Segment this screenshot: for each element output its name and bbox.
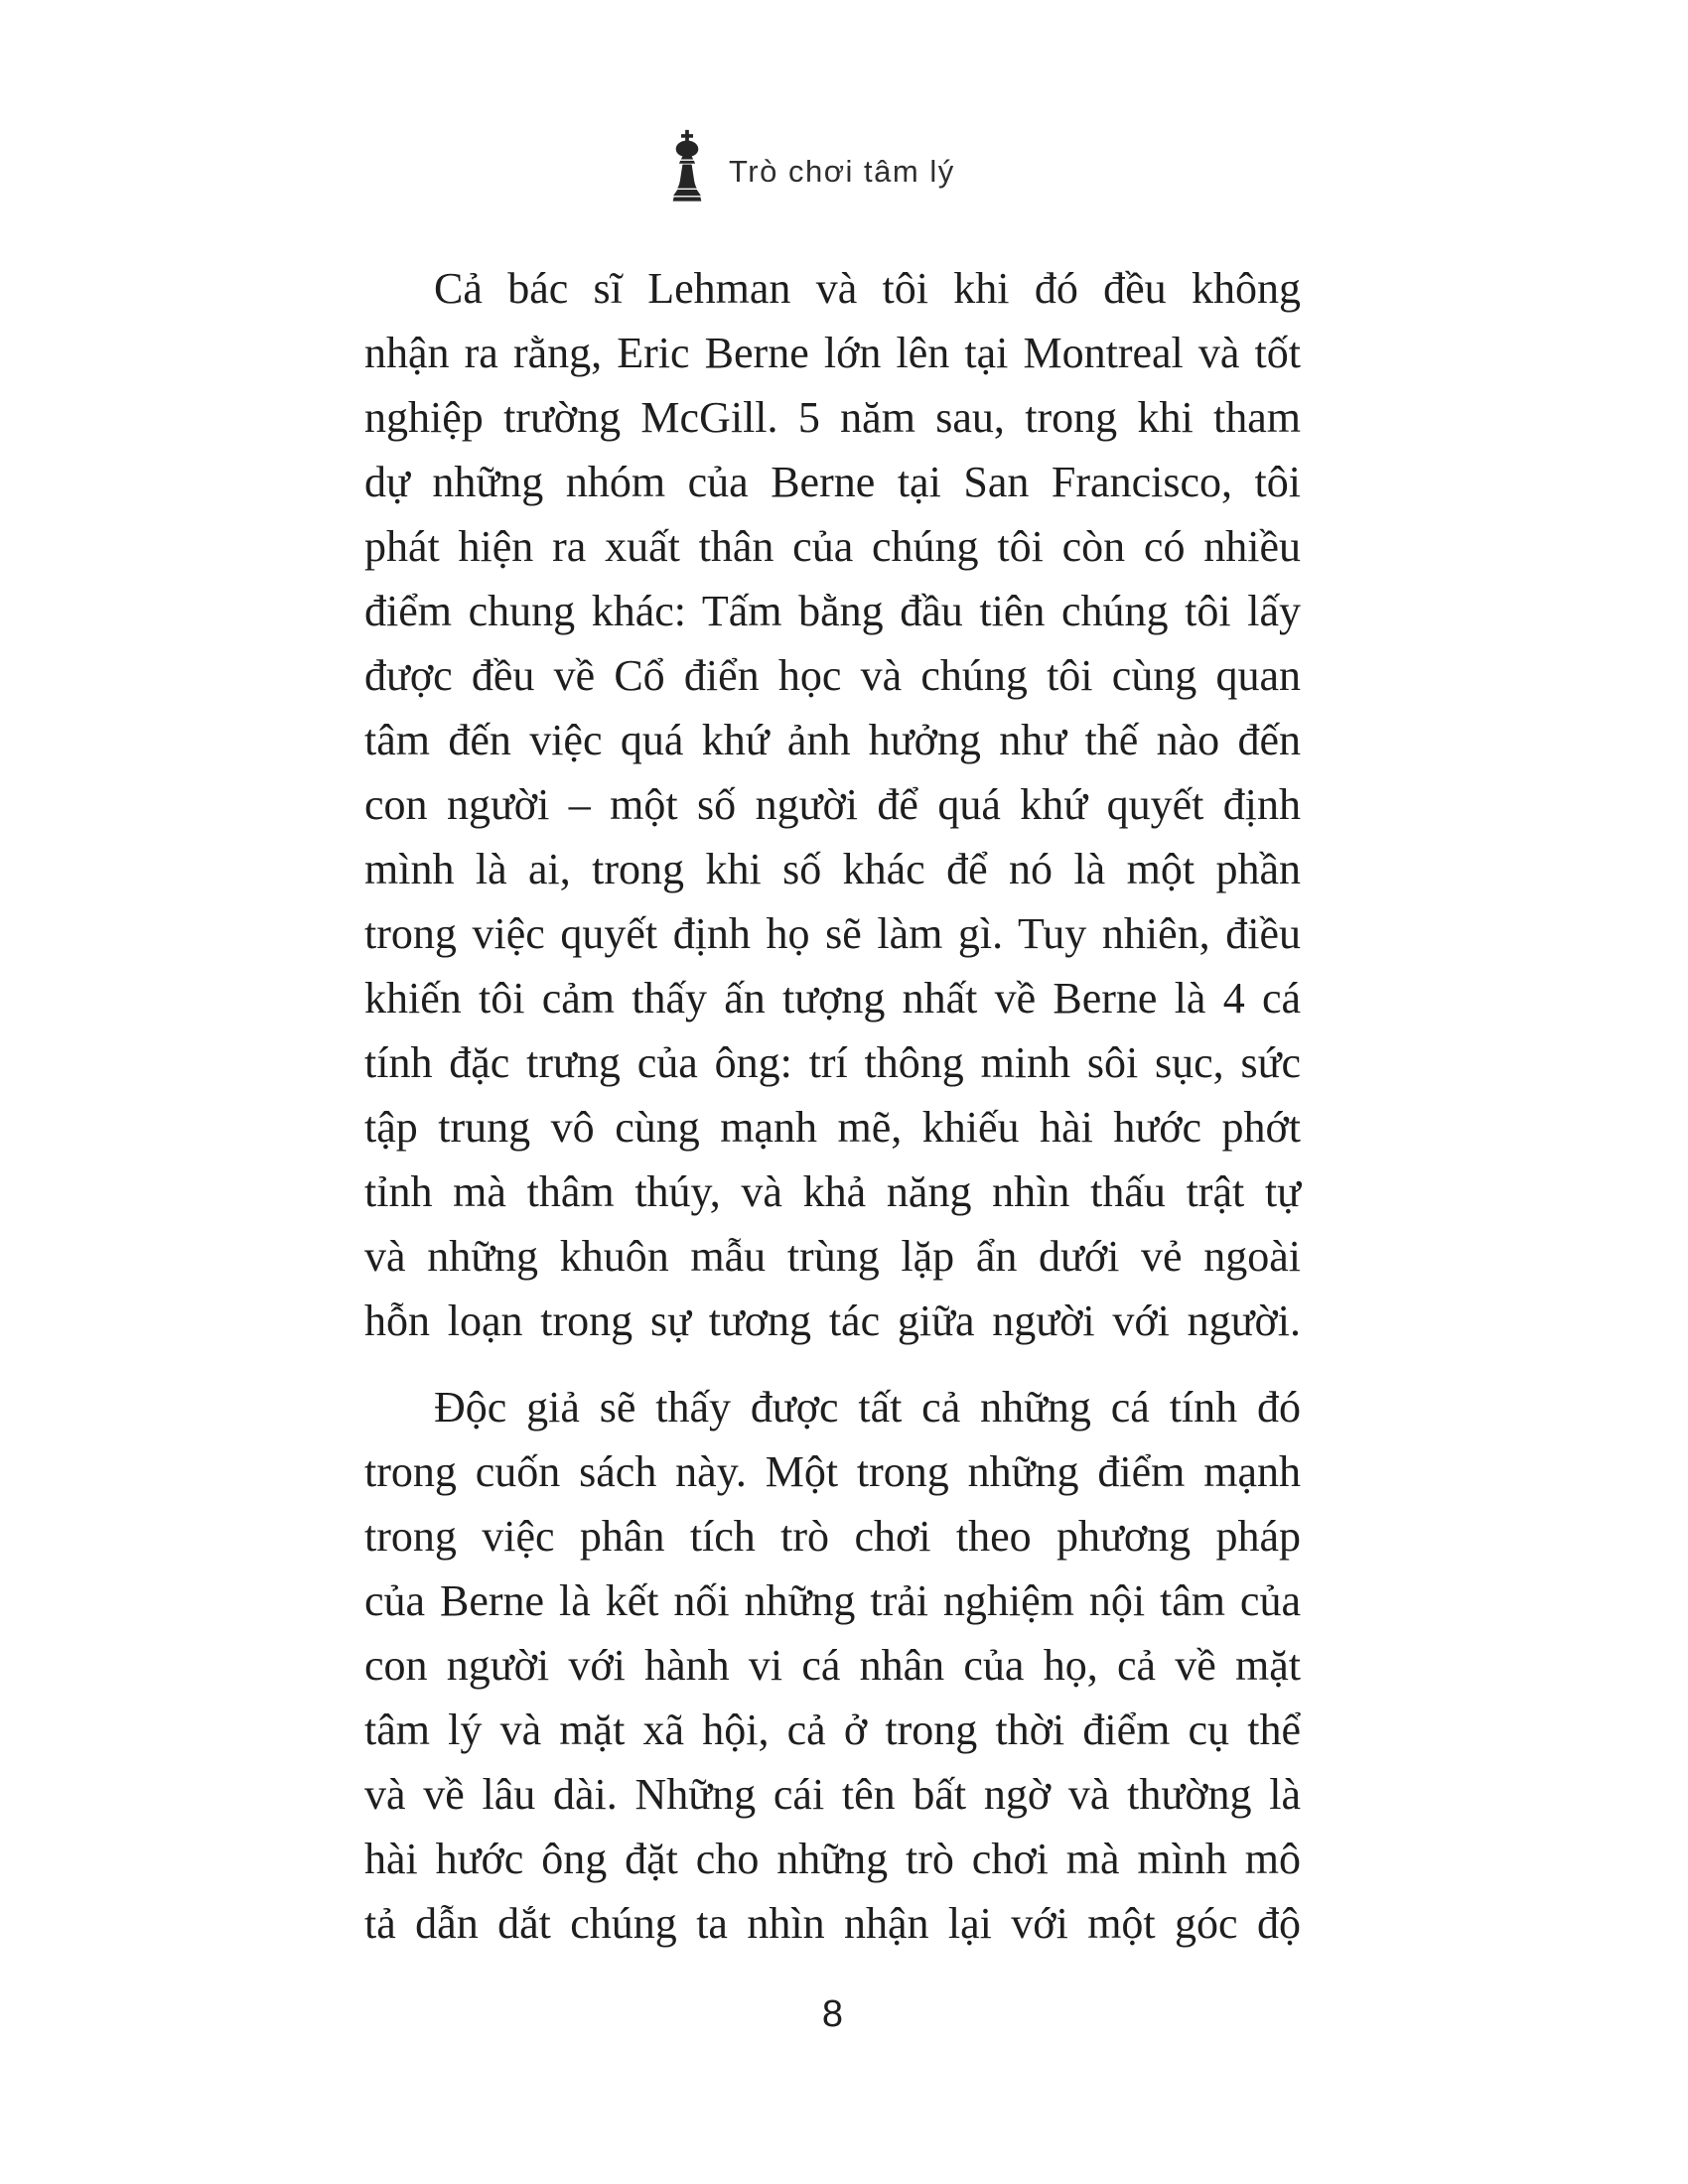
text-line: của Berne là kết nối những trải nghiệm nội tâm của	[364, 1576, 1301, 1625]
text-line: con người với hành vi cá nhân của họ, cả về mặt	[364, 1641, 1301, 1690]
text-line: tập trung vô cùng mạnh mẽ, khiếu hài hước phớt	[364, 1103, 1301, 1152]
text-line: tính đặc trưng của ông: trí thông minh sôi sục, sức	[364, 1038, 1301, 1087]
text-line: hài hước ông đặt cho những trò chơi mà mình mô	[364, 1835, 1301, 1883]
running-header	[667, 128, 955, 204]
text-line: và những khuôn mẫu trùng lặp ẩn dưới vẻ ngoài	[364, 1232, 1301, 1281]
text-line: và về lâu dài. Những cái tên bất ngờ và thường là	[364, 1770, 1301, 1819]
text-line: trong việc phân tích trò chơi theo phương pháp	[364, 1512, 1301, 1561]
text-line: khiến tôi cảm thấy ấn tượng nhất về Berne là 4 cá	[364, 974, 1301, 1023]
page-number: 8	[821, 1993, 844, 2035]
text-line: điểm chung khác: Tấm bằng đầu tiên chúng tôi lấy	[364, 587, 1301, 635]
text-line: Cả bác sĩ Lehman và tôi khi đó đều không	[434, 264, 1301, 313]
chess-king-icon	[667, 129, 707, 203]
text-line: mình là ai, trong khi số khác để nó là một phần	[364, 845, 1301, 893]
text-line: nghiệp trường McGill. 5 năm sau, trong khi tham	[364, 393, 1301, 442]
text-line: dự những nhóm của Berne tại San Francisco, tôi	[364, 458, 1301, 506]
text-line: được đều về Cổ điển học và chúng tôi cùng quan	[364, 651, 1301, 700]
text-line: tâm đến việc quá khứ ảnh hưởng như thế nào đến	[364, 716, 1301, 764]
text-line: tỉnh mà thâm thúy, và khả năng nhìn thấu trật tự	[364, 1167, 1301, 1216]
text-line: tả dẫn dắt chúng ta nhìn nhận lại với một góc độ	[364, 1899, 1301, 1948]
paragraph	[364, 256, 1301, 1353]
text-line: con người – một số người để quá khứ quyết định	[364, 780, 1301, 829]
text-line: tâm lý và mặt xã hội, cả ở trong thời điểm cụ thể	[364, 1706, 1301, 1754]
text-block	[364, 256, 1301, 1956]
text-line: trong cuốn sách này. Một trong những điểm mạnh	[364, 1447, 1301, 1496]
text-line: phát hiện ra xuất thân của chúng tôi còn có nhiều	[364, 522, 1301, 571]
text-line: hỗn loạn trong sự tương tác giữa người với người.	[364, 1297, 1301, 1345]
text-line: Độc giả sẽ thấy được tất cả những cá tính đó	[434, 1383, 1301, 1432]
paragraph	[364, 1375, 1301, 1956]
text-line: nhận ra rằng, Eric Berne lớn lên tại Montreal và tốt	[364, 329, 1301, 377]
book-title: Trò chơi tâm lý	[729, 154, 955, 189]
text-line: trong việc quyết định họ sẽ làm gì. Tuy nhiên, điều	[364, 909, 1301, 958]
